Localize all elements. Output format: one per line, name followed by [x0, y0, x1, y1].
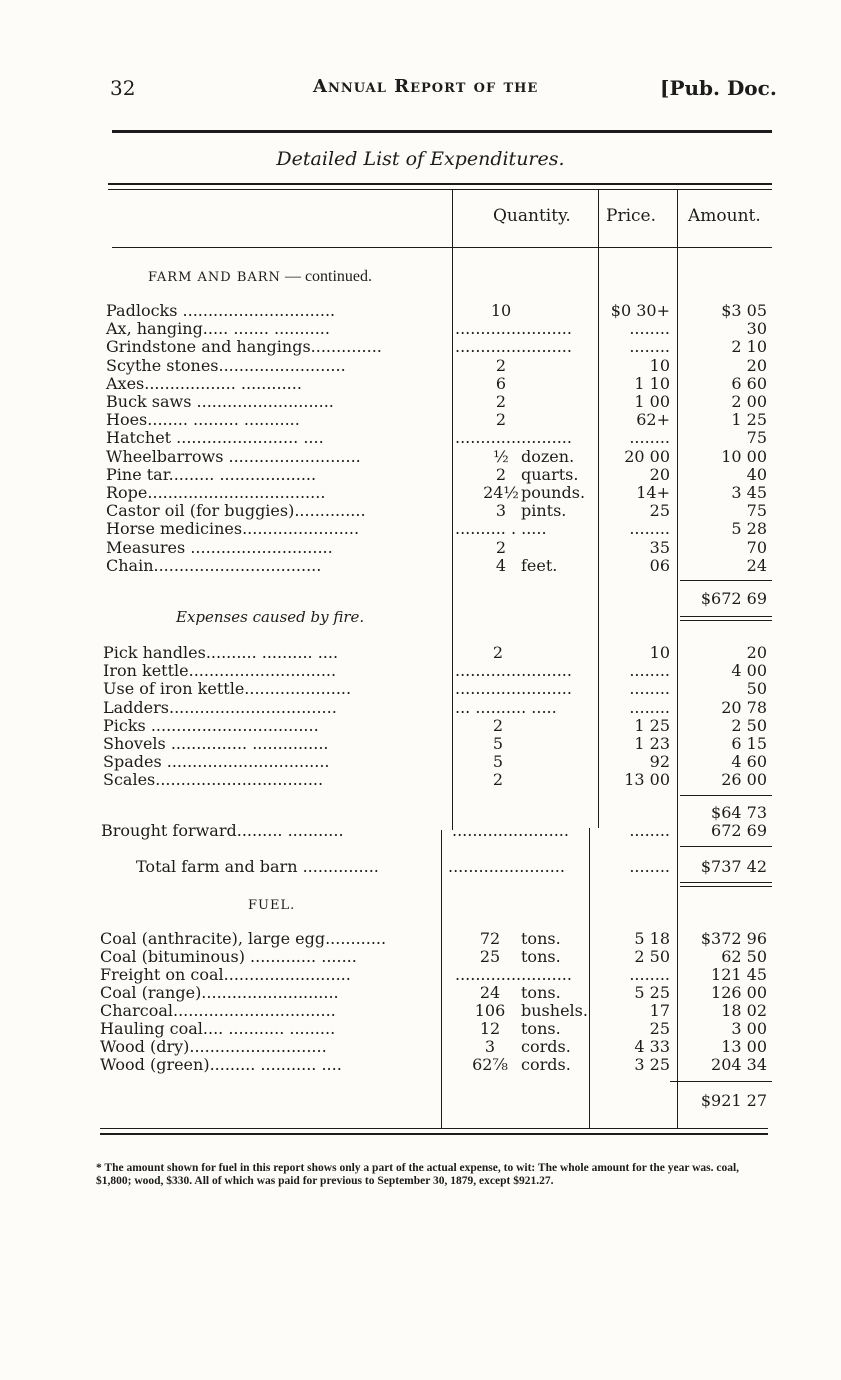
row-quantity: ....................... — [448, 857, 565, 876]
row-amount: 2 50 — [731, 715, 767, 735]
row-quantity: 2 — [495, 355, 507, 375]
row-price: 1 23 — [634, 734, 670, 753]
row-amount: 6 60 — [731, 373, 767, 393]
row-price: 1 00 — [634, 392, 670, 411]
row-price: ........ — [629, 661, 670, 681]
row-item: Axes.................. ............ — [106, 373, 302, 393]
row-amount: 2 00 — [731, 392, 767, 411]
row-price: ........ — [629, 428, 670, 448]
row-quantity: ....................... — [455, 319, 572, 339]
row-amount: 13 00 — [721, 1037, 767, 1056]
row-item: Grindstone and hangings.............. — [106, 337, 382, 357]
row-amount: 121 45 — [711, 965, 767, 984]
section-heading: FARM AND BARN — continued. — [148, 268, 373, 285]
table-row — [0, 735, 841, 753]
row-item: Wheelbarrows .......................... — [106, 446, 361, 466]
page-title: Detailed List of Expenditures. — [276, 148, 565, 170]
row-quantity: 2 — [495, 392, 507, 411]
row-item: Scales................................. — [103, 770, 324, 790]
row-quantity: 24½ — [483, 483, 519, 502]
row-price: 2 50 — [634, 947, 670, 966]
row-unit: dozen. — [521, 446, 575, 466]
row-quantity: 4 — [495, 555, 507, 575]
table-top-rule-thin — [108, 189, 772, 190]
row-quantity: 25 — [479, 947, 501, 966]
row-quantity: 62⅞ — [472, 1055, 508, 1074]
table-row — [0, 644, 841, 662]
total-label: Total farm and barn ............... — [136, 857, 379, 876]
row-quantity: ....................... — [455, 679, 572, 699]
row-quantity: 5 — [492, 752, 504, 772]
row-item: Hoes........ ......... ........... — [106, 410, 300, 430]
row-amount: 3 45 — [731, 483, 767, 502]
table-row — [0, 1056, 841, 1074]
row-quantity: 2 — [495, 464, 507, 484]
subtotal-row — [0, 1092, 841, 1110]
row-item: Hauling coal.... ........... ......... — [100, 1019, 336, 1038]
row-price: ........ — [629, 319, 670, 339]
table-row — [0, 393, 841, 411]
table-row — [0, 699, 841, 717]
table-row — [0, 484, 841, 502]
row-item: Pine tar......... ................... — [106, 464, 317, 484]
table-top-rule — [108, 183, 772, 185]
row-item: Iron kettle............................. — [103, 661, 337, 681]
row-item: Spades ................................ — [103, 752, 330, 772]
row-item: Coal (range)........................... — [100, 983, 339, 1002]
total-double-rule — [680, 882, 772, 883]
row-price: 25 — [649, 1019, 670, 1038]
table-bottom-rule — [100, 1133, 768, 1135]
row-amount: 5 28 — [731, 519, 767, 539]
table-row — [0, 375, 841, 393]
column-header-rule — [112, 247, 772, 248]
table-row — [0, 984, 841, 1002]
row-item: Buck saws ........................... — [106, 392, 334, 411]
table-row — [0, 1020, 841, 1038]
subtotal-amount: $64 73 — [711, 803, 767, 822]
subtotal-row — [0, 590, 841, 608]
row-item: Horse medicines....................... — [106, 519, 360, 539]
row-item: Freight on coal......................... — [100, 965, 351, 984]
row-item: Chain................................. — [106, 555, 322, 575]
row-quantity: 6 — [495, 373, 507, 393]
row-item: Measures ............................ — [106, 537, 333, 557]
row-item: Ax, hanging..... ....... ........... — [106, 319, 330, 339]
row-amount: 50 — [746, 679, 767, 699]
row-amount: 4 00 — [731, 661, 767, 681]
row-item: Padlocks .............................. — [106, 301, 336, 320]
running-title: Annual Report of the — [313, 76, 539, 97]
row-unit: bushels. — [521, 1001, 588, 1020]
row-price: 35 — [649, 537, 670, 557]
table-row — [0, 557, 841, 575]
row-quantity: 2 — [495, 537, 507, 557]
row-price: 92 — [649, 752, 670, 772]
row-amount: 75 — [746, 428, 767, 448]
row-unit: tons. — [521, 1019, 561, 1038]
section-heading: Expenses caused by fire. — [176, 608, 365, 626]
section-heading: FUEL. — [248, 898, 296, 913]
row-quantity: 106 — [474, 1001, 506, 1020]
table-row — [0, 1002, 841, 1020]
row-quantity: 24 — [479, 983, 501, 1002]
row-price: ........ — [629, 519, 670, 539]
row-amount: 70 — [746, 537, 767, 557]
table-row — [0, 966, 841, 984]
row-item: Brought forward......... ........... — [101, 821, 344, 840]
page-number: 32 — [110, 76, 136, 100]
table-row — [0, 520, 841, 538]
row-price: 1 25 — [634, 715, 670, 735]
row-amount: 75 — [746, 501, 767, 521]
row-quantity: 2 — [492, 715, 504, 735]
row-price: 3 25 — [634, 1055, 670, 1074]
row-item: Wood (green)......... ........... .... — [100, 1055, 342, 1074]
row-quantity: 10 — [490, 301, 512, 320]
column-header-price: Price. — [606, 206, 656, 226]
row-quantity: ....................... — [455, 337, 572, 357]
row-unit: tons. — [521, 947, 561, 966]
row-price: 10 — [649, 355, 670, 375]
table-row — [0, 753, 841, 771]
footnote: * The amount shown for fuel in this report shows only a part of the actual expense, to wit: The whole amount for the year was. coal, $1,800; wood, $330. All of which was paid for previous to September 30, 1879, except $921.27. — [96, 1162, 740, 1187]
row-price: 25 — [649, 501, 670, 521]
table-row — [0, 502, 841, 520]
row-price: ........ — [629, 857, 670, 876]
row-amount: 3 00 — [731, 1019, 767, 1038]
row-unit: cords. — [521, 1055, 571, 1074]
row-amount: 1 25 — [731, 410, 767, 430]
row-price: 5 25 — [634, 983, 670, 1002]
row-amount: 672 69 — [711, 821, 767, 840]
total-double-rule — [680, 620, 772, 621]
row-quantity: 2 — [495, 410, 507, 430]
row-price: 13 00 — [624, 770, 670, 790]
row-item: Charcoal................................ — [100, 1001, 336, 1020]
subtotal-rule — [680, 795, 772, 796]
table-row — [0, 662, 841, 680]
row-price: ........ — [629, 965, 670, 984]
document-type: [Pub. Doc. — [660, 76, 777, 100]
row-amount: 26 00 — [721, 770, 767, 790]
row-unit: pints. — [521, 501, 567, 521]
table-row — [0, 680, 841, 698]
row-amount: 4 60 — [731, 752, 767, 772]
row-price: 14+ — [636, 483, 670, 502]
row-unit: feet. — [521, 555, 558, 575]
row-item: Castor oil (for buggies).............. — [106, 501, 366, 521]
row-item: Ladders................................. — [103, 697, 337, 717]
table-row — [0, 429, 841, 447]
table-row — [0, 717, 841, 735]
row-amount: 20 78 — [721, 697, 767, 717]
row-price: 1 10 — [634, 373, 670, 393]
row-price: 5 18 — [634, 929, 670, 948]
subtotal-row — [0, 804, 841, 822]
row-quantity: ....................... — [455, 428, 572, 448]
table-row — [0, 411, 841, 429]
table-bottom-rule — [100, 1128, 768, 1129]
table-row — [0, 1038, 841, 1056]
row-price: ........ — [629, 697, 670, 717]
row-price: ........ — [629, 679, 670, 699]
table-row — [0, 338, 841, 356]
table-row — [0, 930, 841, 948]
row-item: Coal (bituminous) ............. ....... — [100, 947, 357, 966]
row-quantity: ½ — [493, 446, 509, 466]
row-amount: 20 — [746, 643, 767, 662]
row-price: 20 — [649, 464, 670, 484]
row-quantity: 2 — [492, 770, 504, 790]
subtotal-rule — [680, 580, 772, 581]
header-rule — [112, 130, 772, 133]
table-row — [0, 357, 841, 375]
total-rule — [680, 846, 772, 847]
row-item: Use of iron kettle..................... — [103, 679, 352, 699]
row-item: Picks ................................. — [103, 715, 319, 735]
row-amount: 204 34 — [711, 1055, 767, 1074]
row-amount: 6 15 — [731, 734, 767, 753]
table-row — [0, 771, 841, 789]
row-item: Hatchet ........................ .... — [106, 428, 324, 448]
row-price: 20 00 — [624, 446, 670, 466]
table-row — [0, 539, 841, 557]
total-double-rule — [680, 886, 772, 887]
subtotal-amount: $672 69 — [700, 589, 767, 608]
row-item: Pick handles.......... .......... .... — [103, 643, 339, 662]
total-double-rule — [680, 616, 772, 617]
table-row — [0, 466, 841, 484]
row-amount: $3 05 — [721, 301, 767, 320]
row-amount: 40 — [746, 464, 767, 484]
row-quantity: ....................... — [455, 965, 572, 984]
row-quantity: 3 — [495, 501, 507, 521]
row-quantity: ... .......... ..... — [455, 697, 557, 717]
row-amount: 10 00 — [721, 446, 767, 466]
row-amount: $372 96 — [700, 929, 767, 948]
row-amount: 24 — [746, 555, 767, 575]
subtotal-amount: $921 27 — [700, 1091, 767, 1110]
row-quantity: ....................... — [455, 661, 572, 681]
row-amount: 20 — [746, 355, 767, 375]
row-quantity: ....................... — [452, 821, 569, 840]
row-item: Scythe stones......................... — [106, 355, 346, 375]
row-price: $0 30+ — [610, 301, 670, 320]
row-item: Shovels ............... ............... — [103, 734, 329, 753]
subtotal-rule — [670, 1081, 772, 1082]
table-row — [0, 302, 841, 320]
row-quantity: 12 — [479, 1019, 501, 1038]
row-price: 06 — [649, 555, 670, 575]
brought-forward-row — [0, 822, 841, 840]
row-unit: quarts. — [521, 464, 579, 484]
row-amount: 18 02 — [721, 1001, 767, 1020]
row-quantity: 72 — [479, 929, 501, 948]
row-quantity: 2 — [492, 643, 504, 662]
row-amount: 30 — [746, 319, 767, 339]
row-unit: cords. — [521, 1037, 571, 1056]
row-price: 62+ — [636, 410, 670, 430]
total-amount: $737 42 — [700, 857, 767, 876]
row-price: 10 — [649, 643, 670, 662]
table-row — [0, 448, 841, 466]
column-header-amount: Amount. — [688, 206, 761, 226]
row-amount: 126 00 — [711, 983, 767, 1002]
row-quantity: 5 — [492, 734, 504, 753]
row-unit: tons. — [521, 929, 561, 948]
row-unit: tons. — [521, 983, 561, 1002]
column-header-quantity: Quantity. — [493, 206, 571, 226]
row-item: Coal (anthracite), large egg............ — [100, 929, 387, 948]
row-amount: 62 50 — [721, 947, 767, 966]
row-item: Rope................................... — [106, 483, 326, 502]
row-quantity: .......... . ..... — [455, 519, 547, 539]
row-unit: pounds. — [521, 483, 586, 502]
row-price: ........ — [629, 337, 670, 357]
row-price: 17 — [649, 1001, 670, 1020]
row-quantity: 3 — [484, 1037, 496, 1056]
row-item: Wood (dry)........................... — [100, 1037, 327, 1056]
row-amount: 2 10 — [731, 337, 767, 357]
table-row — [0, 948, 841, 966]
table-row — [0, 320, 841, 338]
total-row — [0, 858, 841, 876]
row-price: 4 33 — [634, 1037, 670, 1056]
row-price: ........ — [629, 821, 670, 840]
